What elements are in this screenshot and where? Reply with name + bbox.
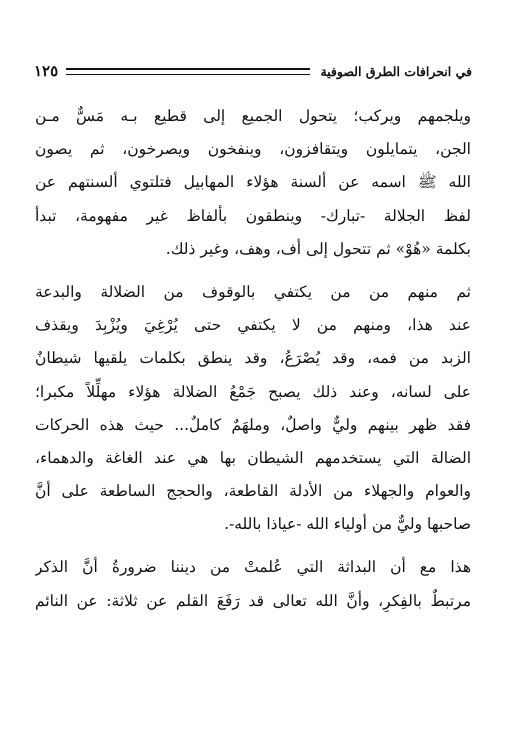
text-line: صاحبها وليٌّ من أولياء الله -عياذا بالله-. [224,515,471,534]
text-line: فقد ظهر بينهم وليٌّ واصلٌ، وملهَمٌ كاملٌ... حيث هذه الحركات [35,415,471,434]
text-line: على لسانه، وعند ذلك يصبح جَمْعُ الضلالة هؤلاء مهلِّلاً مكبرا؛ [35,382,471,401]
text-line: ويلجمهم ويركب؛ يتحول الجميع إلى قطيع بـه مَسٌّ مـن [35,107,471,125]
text-line: الزبد من فمه، وقد يُصْرَعُ، وقد ينطق بكلمات يلقيها شيطانٌ [35,349,471,368]
text-line: الله ﷺ اسمه عن ألسنة هؤلاء المهابيل فتلتوي ألسنتهم عن [35,173,471,192]
text-line: الضالة التي يستخدمهم الشيطان بها هي عند الغاغة والدهماء، [35,448,471,467]
paragraph-2 [35,276,471,542]
page-number: ١٢٥ [34,62,59,80]
paragraph-gap [35,541,471,551]
text-line: والعوام والجهلاء من الأدلة القاطعة، والحجج الساطعة على أنَّ [35,482,471,501]
text-line: لفظ الجلالة -تبارك- وينطقون بألفاظ غير مفهومة، تبدأ [35,206,471,225]
text-line: بكلمة «هُوْ» ثم تتحول إلى أف، وهف، وغير ذلك. [165,239,471,258]
body-text [35,100,471,618]
paragraph-3 [35,551,471,617]
text-line: ثم منهم من من يكتفي بالوقوف من الضلالة والبدعة [35,282,471,301]
header-rule [66,68,310,75]
running-title: في انحرافات الطرق الصوفية [320,63,472,79]
text-line: مرتبطٌ بالفِكرِ، وأنَّ الله تعالى قد رَفَعَ القلم عن ثلاثة: عن النائم [35,591,471,610]
paragraph-1 [35,100,471,266]
running-header [34,58,472,84]
text-line: الجن، يتمايلون ويتقافزون، وينفخون ويصرخون، ثم يصون [35,140,471,159]
paragraph-gap [35,266,471,276]
text-line: هذا مع أن البداثة التي عُلمتْ من ديننا ضرورةُ أنَّ الذكر [35,558,471,577]
text-line: عند هذا، ومنهم من لا يكتفي حتى يُرْغِيَ ويُزْبِدَ ويقذف [35,316,471,335]
